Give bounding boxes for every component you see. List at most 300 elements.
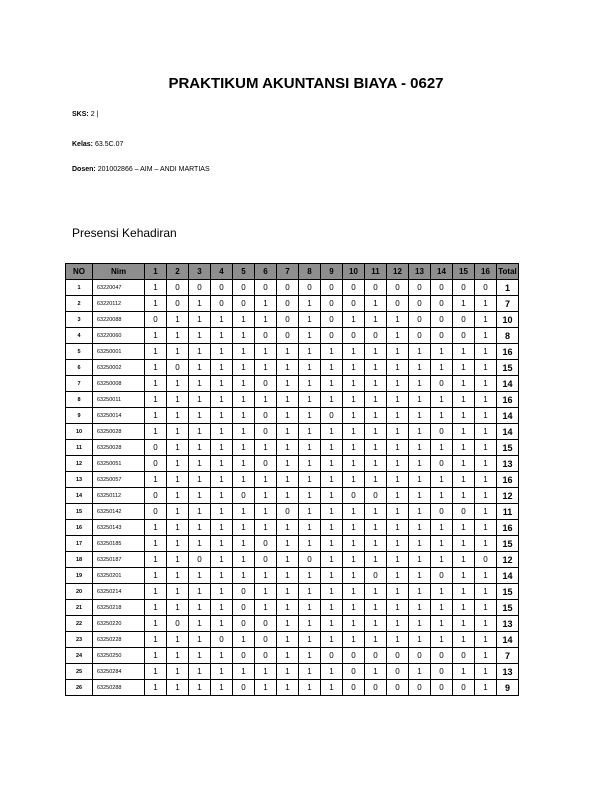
attendance-cell: 0 [343, 328, 365, 344]
attendance-cell: 1 [167, 632, 189, 648]
attendance-cell: 1 [233, 376, 255, 392]
attendance-cell: 1 [475, 456, 497, 472]
attendance-cell: 1 [277, 456, 299, 472]
column-header: NO [66, 264, 93, 280]
total-cell: 14 [497, 424, 519, 440]
attendance-cell: 1 [365, 376, 387, 392]
table-row [66, 424, 519, 440]
attendance-cell: 1 [453, 600, 475, 616]
attendance-cell: 0 [453, 280, 475, 296]
attendance-cell: 1 [343, 600, 365, 616]
attendance-cell: 1 [387, 392, 409, 408]
column-header: 7 [277, 264, 299, 280]
row-number-cell: 26 [66, 680, 93, 696]
attendance-cell: 1 [409, 488, 431, 504]
attendance-cell: 1 [189, 584, 211, 600]
attendance-cell: 1 [475, 520, 497, 536]
row-number-cell: 24 [66, 648, 93, 664]
attendance-cell: 1 [321, 520, 343, 536]
attendance-cell: 0 [343, 648, 365, 664]
attendance-cell: 1 [189, 312, 211, 328]
attendance-cell: 1 [255, 568, 277, 584]
attendance-cell: 1 [145, 648, 167, 664]
attendance-cell: 1 [167, 568, 189, 584]
attendance-cell: 1 [277, 552, 299, 568]
attendance-cell: 1 [299, 376, 321, 392]
table-row [66, 328, 519, 344]
column-header: Nim [93, 264, 145, 280]
attendance-cell: 0 [321, 408, 343, 424]
attendance-cell: 1 [321, 584, 343, 600]
attendance-cell: 0 [255, 552, 277, 568]
attendance-cell: 1 [475, 344, 497, 360]
nim-cell: 63250201 [93, 568, 145, 584]
attendance-cell: 1 [321, 680, 343, 696]
attendance-cell: 1 [211, 568, 233, 584]
total-cell: 1 [497, 280, 519, 296]
attendance-cell: 0 [409, 296, 431, 312]
table-row [66, 344, 519, 360]
nim-cell: 63220047 [93, 280, 145, 296]
attendance-cell: 0 [343, 680, 365, 696]
nim-cell: 63220112 [93, 296, 145, 312]
attendance-cell: 1 [365, 584, 387, 600]
attendance-cell: 1 [189, 424, 211, 440]
attendance-cell: 1 [387, 344, 409, 360]
column-header: 4 [211, 264, 233, 280]
attendance-cell: 1 [299, 456, 321, 472]
nim-cell: 63250001 [93, 344, 145, 360]
attendance-cell: 1 [321, 616, 343, 632]
attendance-cell: 1 [475, 664, 497, 680]
attendance-cell: 1 [453, 632, 475, 648]
attendance-cell: 1 [343, 472, 365, 488]
attendance-cell: 0 [211, 296, 233, 312]
total-cell: 15 [497, 440, 519, 456]
attendance-cell: 1 [167, 376, 189, 392]
total-cell: 14 [497, 632, 519, 648]
attendance-cell: 0 [233, 616, 255, 632]
row-number-cell: 6 [66, 360, 93, 376]
table-row [66, 648, 519, 664]
table-row [66, 584, 519, 600]
column-header: 11 [365, 264, 387, 280]
attendance-cell: 1 [211, 536, 233, 552]
attendance-cell: 1 [211, 328, 233, 344]
sks-value: 2 | [90, 111, 99, 118]
attendance-cell: 1 [321, 456, 343, 472]
attendance-cell: 1 [453, 424, 475, 440]
attendance-cell: 1 [409, 536, 431, 552]
attendance-cell: 0 [343, 280, 365, 296]
attendance-cell: 1 [431, 616, 453, 632]
attendance-cell: 1 [453, 488, 475, 504]
attendance-cell: 0 [365, 568, 387, 584]
attendance-cell: 1 [255, 664, 277, 680]
attendance-cell: 1 [409, 504, 431, 520]
attendance-cell: 1 [145, 536, 167, 552]
attendance-cell: 1 [299, 584, 321, 600]
attendance-cell: 1 [365, 312, 387, 328]
row-number-cell: 3 [66, 312, 93, 328]
attendance-cell: 1 [299, 616, 321, 632]
attendance-cell: 1 [365, 536, 387, 552]
attendance-cell: 1 [211, 456, 233, 472]
attendance-cell: 1 [365, 424, 387, 440]
attendance-cell: 0 [255, 424, 277, 440]
attendance-cell: 0 [189, 280, 211, 296]
attendance-cell: 1 [365, 600, 387, 616]
column-header: 2 [167, 264, 189, 280]
attendance-cell: 1 [299, 648, 321, 664]
attendance-cell: 0 [277, 312, 299, 328]
attendance-cell: 1 [409, 376, 431, 392]
nim-cell: 63250284 [93, 664, 145, 680]
attendance-cell: 1 [299, 328, 321, 344]
attendance-cell: 1 [211, 408, 233, 424]
attendance-cell: 0 [211, 632, 233, 648]
row-number-cell: 4 [66, 328, 93, 344]
column-header: 13 [409, 264, 431, 280]
attendance-cell: 0 [189, 552, 211, 568]
attendance-cell: 1 [453, 616, 475, 632]
table-header-row [66, 264, 519, 280]
attendance-cell: 1 [321, 440, 343, 456]
attendance-cell: 1 [453, 568, 475, 584]
attendance-cell: 1 [277, 568, 299, 584]
attendance-cell: 1 [255, 312, 277, 328]
attendance-cell: 1 [145, 408, 167, 424]
attendance-cell: 1 [387, 616, 409, 632]
attendance-cell: 0 [255, 408, 277, 424]
row-number-cell: 17 [66, 536, 93, 552]
total-cell: 7 [497, 296, 519, 312]
attendance-cell: 1 [167, 424, 189, 440]
nim-cell: 63250011 [93, 392, 145, 408]
total-cell: 9 [497, 680, 519, 696]
attendance-cell: 1 [321, 600, 343, 616]
total-cell: 13 [497, 664, 519, 680]
attendance-cell: 1 [299, 360, 321, 376]
attendance-cell: 1 [167, 488, 189, 504]
attendance-cell: 1 [299, 600, 321, 616]
row-number-cell: 13 [66, 472, 93, 488]
nim-cell: 63250218 [93, 600, 145, 616]
attendance-cell: 1 [167, 328, 189, 344]
nim-cell: 63250185 [93, 536, 145, 552]
row-number-cell: 23 [66, 632, 93, 648]
attendance-cell: 0 [233, 680, 255, 696]
attendance-cell: 1 [255, 360, 277, 376]
total-cell: 15 [497, 360, 519, 376]
attendance-cell: 0 [145, 440, 167, 456]
attendance-cell: 1 [343, 536, 365, 552]
attendance-cell: 0 [299, 552, 321, 568]
attendance-cell: 1 [233, 472, 255, 488]
kelas-label: Kelas: [72, 141, 94, 148]
dosen-line [72, 165, 210, 174]
attendance-cell: 0 [431, 504, 453, 520]
attendance-cell: 1 [211, 424, 233, 440]
kelas-line [72, 140, 123, 149]
attendance-cell: 1 [211, 584, 233, 600]
attendance-cell: 0 [431, 568, 453, 584]
attendance-cell: 0 [277, 296, 299, 312]
attendance-cell: 1 [167, 344, 189, 360]
table-row [66, 552, 519, 568]
attendance-cell: 1 [189, 664, 211, 680]
nim-cell: 63250143 [93, 520, 145, 536]
attendance-cell: 1 [167, 440, 189, 456]
attendance-cell: 0 [255, 648, 277, 664]
attendance-cell: 1 [233, 664, 255, 680]
attendance-cell: 1 [233, 392, 255, 408]
attendance-cell: 1 [365, 392, 387, 408]
attendance-cell: 1 [277, 648, 299, 664]
table-row [66, 376, 519, 392]
attendance-cell: 1 [167, 520, 189, 536]
attendance-cell: 1 [277, 664, 299, 680]
row-number-cell: 15 [66, 504, 93, 520]
nim-cell: 63250008 [93, 376, 145, 392]
row-number-cell: 11 [66, 440, 93, 456]
attendance-cell: 1 [475, 424, 497, 440]
attendance-cell: 1 [321, 344, 343, 360]
attendance-cell: 1 [431, 472, 453, 488]
attendance-cell: 1 [167, 648, 189, 664]
attendance-cell: 0 [453, 504, 475, 520]
attendance-cell: 0 [343, 488, 365, 504]
column-header: 10 [343, 264, 365, 280]
attendance-cell: 0 [431, 424, 453, 440]
attendance-cell: 1 [167, 680, 189, 696]
attendance-cell: 0 [365, 680, 387, 696]
attendance-cell: 1 [343, 344, 365, 360]
attendance-cell: 1 [145, 360, 167, 376]
attendance-cell: 1 [211, 504, 233, 520]
document-title: PRAKTIKUM AKUNTANSI BIAYA - 0627 [168, 75, 444, 92]
attendance-cell: 1 [343, 408, 365, 424]
attendance-cell: 1 [475, 360, 497, 376]
attendance-cell: 0 [343, 296, 365, 312]
attendance-cell: 1 [343, 440, 365, 456]
attendance-cell: 1 [387, 472, 409, 488]
attendance-cell: 1 [211, 520, 233, 536]
attendance-cell: 1 [453, 296, 475, 312]
attendance-cell: 1 [387, 600, 409, 616]
dosen-label: Dosen: [72, 166, 96, 173]
table-row [66, 296, 519, 312]
attendance-cell: 1 [453, 392, 475, 408]
column-header: 8 [299, 264, 321, 280]
attendance-cell: 1 [343, 312, 365, 328]
total-cell: 14 [497, 568, 519, 584]
attendance-cell: 1 [211, 392, 233, 408]
attendance-cell: 1 [189, 536, 211, 552]
attendance-cell: 1 [277, 520, 299, 536]
attendance-cell: 1 [299, 392, 321, 408]
attendance-cell: 1 [299, 632, 321, 648]
attendance-cell: 1 [387, 552, 409, 568]
attendance-cell: 1 [299, 472, 321, 488]
attendance-cell: 1 [299, 344, 321, 360]
table-row [66, 312, 519, 328]
table-row [66, 664, 519, 680]
total-cell: 16 [497, 392, 519, 408]
attendance-cell: 1 [233, 552, 255, 568]
attendance-cell: 1 [365, 456, 387, 472]
attendance-cell: 1 [453, 408, 475, 424]
attendance-cell: 1 [167, 312, 189, 328]
attendance-cell: 1 [343, 360, 365, 376]
attendance-cell: 1 [233, 536, 255, 552]
dosen-value: 201002866 – AIM – ANDI MARTIAS [97, 166, 210, 173]
row-number-cell: 21 [66, 600, 93, 616]
attendance-cell: 1 [365, 632, 387, 648]
table-body [66, 280, 519, 696]
nim-cell: 63250214 [93, 584, 145, 600]
attendance-cell: 1 [299, 664, 321, 680]
attendance-cell: 1 [475, 376, 497, 392]
attendance-cell: 1 [365, 408, 387, 424]
attendance-cell: 1 [365, 472, 387, 488]
attendance-cell: 0 [387, 648, 409, 664]
attendance-cell: 1 [387, 456, 409, 472]
row-number-cell: 18 [66, 552, 93, 568]
attendance-cell: 1 [453, 360, 475, 376]
attendance-cell: 1 [409, 568, 431, 584]
attendance-cell: 1 [145, 328, 167, 344]
attendance-cell: 0 [431, 296, 453, 312]
sks-line [72, 110, 98, 119]
attendance-cell: 1 [211, 488, 233, 504]
attendance-cell: 0 [255, 280, 277, 296]
attendance-cell: 1 [167, 408, 189, 424]
row-number-cell: 5 [66, 344, 93, 360]
attendance-cell: 1 [211, 472, 233, 488]
attendance-cell: 1 [321, 488, 343, 504]
attendance-cell: 1 [277, 408, 299, 424]
attendance-cell: 1 [211, 552, 233, 568]
row-number-cell: 20 [66, 584, 93, 600]
attendance-cell: 1 [475, 632, 497, 648]
attendance-cell: 1 [321, 536, 343, 552]
attendance-cell: 1 [475, 536, 497, 552]
attendance-cell: 1 [233, 520, 255, 536]
column-header: 12 [387, 264, 409, 280]
attendance-cell: 1 [343, 424, 365, 440]
attendance-cell: 1 [343, 392, 365, 408]
attendance-cell: 0 [409, 680, 431, 696]
column-header: 15 [453, 264, 475, 280]
attendance-cell: 1 [255, 488, 277, 504]
attendance-cell: 1 [145, 680, 167, 696]
nim-cell: 63250002 [93, 360, 145, 376]
attendance-cell: 0 [321, 280, 343, 296]
total-cell: 13 [497, 456, 519, 472]
attendance-cell: 1 [167, 664, 189, 680]
attendance-cell: 1 [189, 344, 211, 360]
attendance-cell: 1 [299, 568, 321, 584]
attendance-cell: 0 [255, 376, 277, 392]
section-heading: Presensi Kehadiran [72, 226, 177, 240]
attendance-cell: 1 [299, 680, 321, 696]
attendance-cell: 1 [189, 296, 211, 312]
attendance-cell: 1 [189, 632, 211, 648]
attendance-cell: 1 [189, 680, 211, 696]
attendance-cell: 0 [321, 328, 343, 344]
attendance-cell: 0 [277, 280, 299, 296]
total-cell: 7 [497, 648, 519, 664]
column-header: Total [497, 264, 519, 280]
attendance-cell: 1 [387, 376, 409, 392]
attendance-cell: 1 [321, 664, 343, 680]
attendance-cell: 1 [409, 472, 431, 488]
attendance-cell: 1 [409, 440, 431, 456]
attendance-cell: 1 [277, 360, 299, 376]
attendance-cell: 1 [145, 424, 167, 440]
attendance-cell: 1 [321, 472, 343, 488]
attendance-cell: 1 [321, 392, 343, 408]
attendance-cell: 1 [409, 392, 431, 408]
attendance-cell: 1 [475, 568, 497, 584]
attendance-cell: 0 [167, 280, 189, 296]
attendance-cell: 1 [321, 568, 343, 584]
attendance-cell: 1 [299, 536, 321, 552]
row-number-cell: 2 [66, 296, 93, 312]
attendance-cell: 1 [409, 456, 431, 472]
row-number-cell: 22 [66, 616, 93, 632]
attendance-cell: 0 [387, 664, 409, 680]
attendance-cell: 1 [431, 392, 453, 408]
attendance-cell: 1 [475, 504, 497, 520]
attendance-cell: 1 [409, 360, 431, 376]
row-number-cell: 16 [66, 520, 93, 536]
attendance-cell: 0 [475, 552, 497, 568]
attendance-cell: 1 [145, 392, 167, 408]
nim-cell: 63250057 [93, 472, 145, 488]
total-cell: 15 [497, 600, 519, 616]
attendance-cell: 1 [145, 296, 167, 312]
table-row [66, 616, 519, 632]
column-header: 14 [431, 264, 453, 280]
attendance-cell: 1 [189, 328, 211, 344]
attendance-cell: 0 [365, 648, 387, 664]
attendance-cell: 0 [167, 616, 189, 632]
attendance-cell: 1 [409, 408, 431, 424]
attendance-cell: 0 [431, 456, 453, 472]
attendance-cell: 1 [409, 632, 431, 648]
attendance-cell: 0 [431, 312, 453, 328]
attendance-cell: 1 [145, 344, 167, 360]
attendance-cell: 1 [431, 600, 453, 616]
table-row [66, 600, 519, 616]
attendance-cell: 1 [365, 344, 387, 360]
attendance-cell: 1 [409, 616, 431, 632]
attendance-cell: 1 [453, 472, 475, 488]
row-number-cell: 10 [66, 424, 93, 440]
attendance-cell: 1 [145, 584, 167, 600]
attendance-cell: 1 [277, 584, 299, 600]
attendance-cell: 1 [145, 520, 167, 536]
row-number-cell: 8 [66, 392, 93, 408]
attendance-table [65, 263, 519, 696]
attendance-cell: 1 [365, 360, 387, 376]
table-row [66, 456, 519, 472]
attendance-cell: 1 [255, 296, 277, 312]
attendance-cell: 1 [475, 600, 497, 616]
attendance-cell: 1 [321, 632, 343, 648]
